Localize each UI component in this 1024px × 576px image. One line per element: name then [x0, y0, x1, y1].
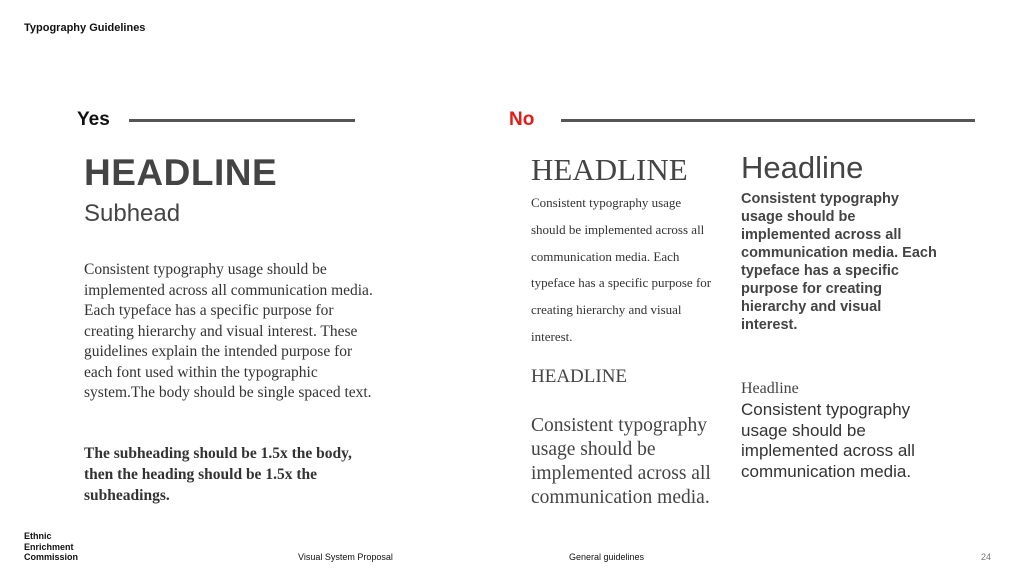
footer-page-number: 24	[981, 552, 992, 562]
page-title: Typography Guidelines	[24, 22, 146, 34]
no-example-1-headline: HEADLINE	[531, 152, 688, 187]
yes-label: Yes	[77, 109, 110, 130]
footer-section-name: General guidelines	[569, 552, 645, 562]
no-example-2-body: Consistent typography usage should be implemented across all communication media. Each typeface has a specific purpose for creating hierarchy and visual interest.	[741, 191, 937, 333]
no-divider	[561, 119, 975, 122]
footer-document-name: Visual System Proposal	[298, 552, 393, 562]
no-example-2-headline-small: Headline	[741, 380, 799, 397]
yes-headline: HEADLINE	[84, 152, 278, 193]
yes-body-text: Consistent typography usage should be implemented across all communication media. Each typeface has a specific purpose for creating hierarchy and visual interest. These guidelines explain the intended purpose for each font used within the typographic system.The body should be single spaced text.	[84, 261, 373, 401]
yes-divider	[129, 119, 355, 122]
no-label: No	[509, 109, 535, 130]
footer-organization: Ethnic Enrichment Commission	[24, 531, 79, 562]
no-example-2-headline: Headline	[741, 150, 864, 185]
yes-rule-note: The subheading should be 1.5x the body, then the heading should be 1.5x the subheadings.	[84, 445, 352, 504]
yes-subhead: Subhead	[84, 200, 181, 227]
no-example-2-body-large: Consistent typography usage should be implemented across all communication media.	[741, 400, 915, 481]
no-example-1-body-large: Consistent typography usage should be implemented across all communication media.	[531, 415, 711, 508]
no-example-1-body: Consistent typography usage should be implemented across all communication media. Each typeface has a specific purpose for creating hierarchy and visual interest.	[531, 195, 712, 344]
no-example-1-headline-small: HEADLINE	[531, 366, 628, 387]
